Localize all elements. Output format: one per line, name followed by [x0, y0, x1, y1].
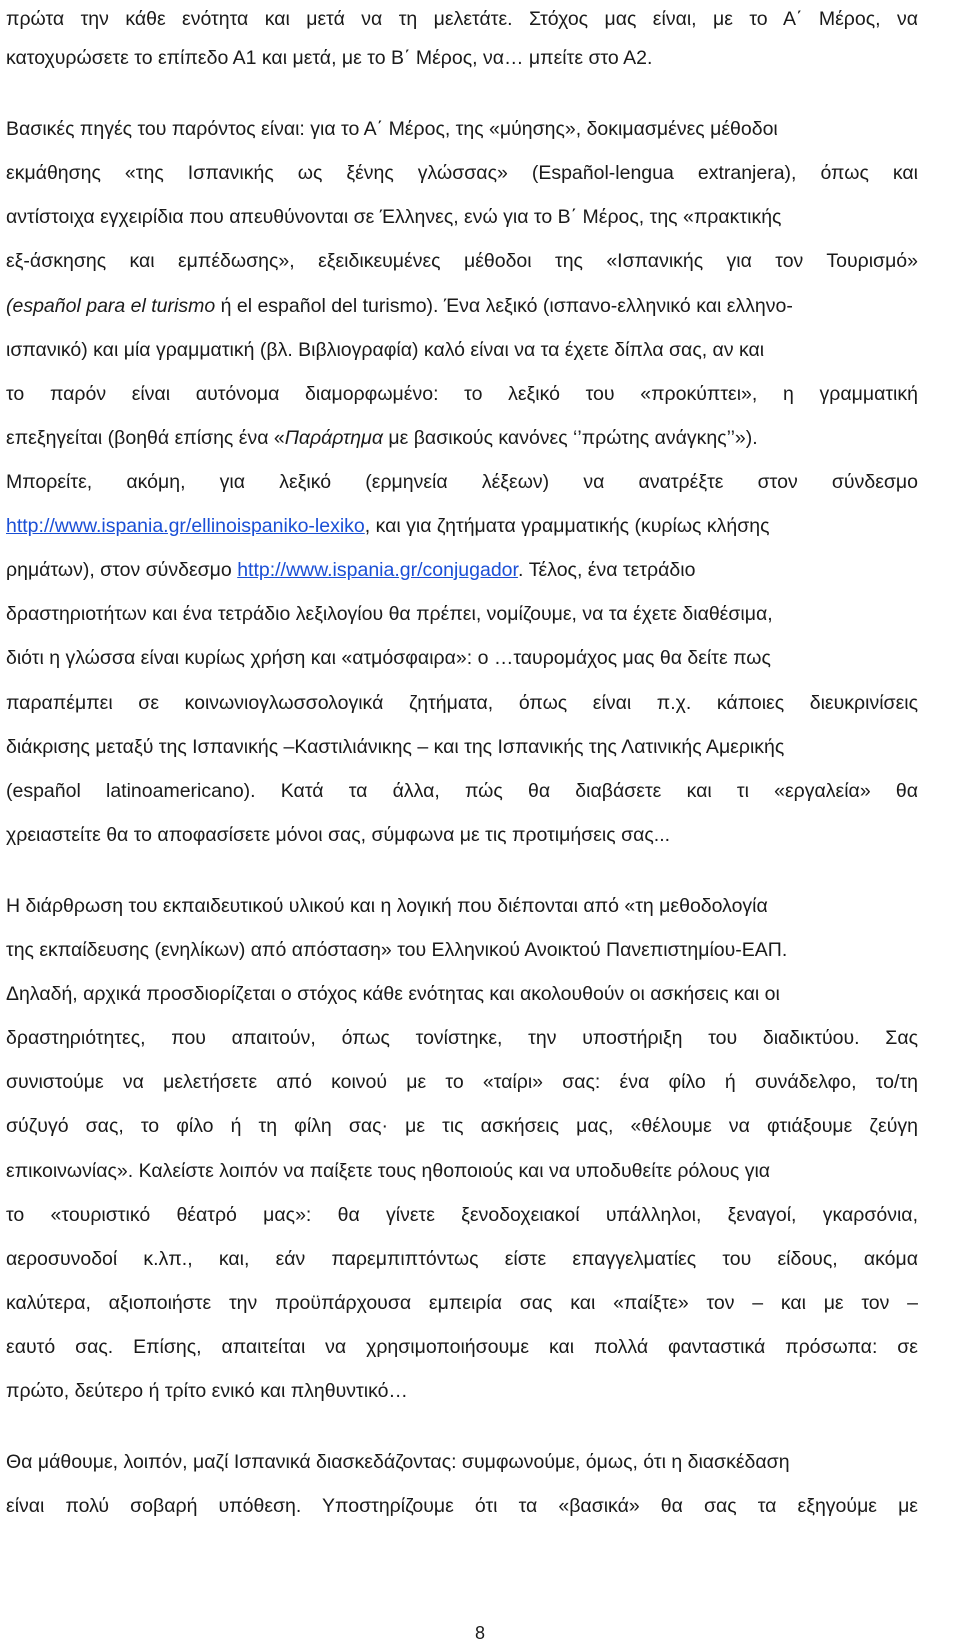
italic-phrase: Παράρτημα	[284, 427, 383, 449]
text-line: ισπανικό) και μία γραμματική (βλ. Βιβλιογραφία) καλό είναι να τα έχετε δίπλα σας, αν και	[6, 339, 765, 361]
text-line: κατοχυρώσετε το επίπεδο Α1 και μετά, με το Β΄ Μέρος, να… μπείτε στο Α2.	[6, 47, 653, 69]
text-line: καλύτερα, αξιοποιήστε την προϋπάρχουσα εμπειρία σας και «παίξτε» τον – και με τον –	[6, 1292, 918, 1314]
text-line: πρώτα την κάθε ενότητα και μετά να τη μελετάτε. Στόχος μας είναι, με το Α΄ Μέρος, να	[6, 8, 918, 30]
text-line: (español latinoamericano). Κατά τα άλλα, πώς θα διαβάσετε και τι «εργαλεία» θα	[6, 780, 918, 802]
text-line: αντίστοιχα εγχειρίδια που απευθύνονται σε Έλληνες, ενώ για το Β΄ Μέρος, της «πρακτικής	[6, 206, 782, 228]
text-line: εκμάθησης «της Ισπανικής ως ξένης γλώσσας» (Español-lengua extranjera), όπως και	[6, 162, 918, 184]
conjugador-link[interactable]: http://www.ispania.gr/conjugador	[237, 559, 518, 581]
text-line: αεροσυνοδοί κ.λπ., και, εάν παρεμπιπτόντως είστε επαγγελματίες του είδους, ακόμα	[6, 1248, 918, 1270]
text-line: επικοινωνίας». Καλείστε λοιπόν να παίξετε τους ηθοποιούς και να υποδυθείτε ρόλους για	[6, 1160, 771, 1182]
text-line: παραπέμπει σε κοινωνιογλωσσολογικά ζητήματα, όπως είναι π.χ. κάποιες διευκρινίσεις	[6, 692, 918, 714]
text-line: διάκρισης μεταξύ της Ισπανικής –Καστιλιάνικης – και της Ισπανικής της Λατινικής Αμερικής	[6, 736, 785, 758]
text-line: το παρόν είναι αυτόνομα διαμορφωμένο: το λεξικό του «προκύπτει», η γραμματική	[6, 383, 918, 405]
lexiko-link[interactable]: http://www.ispania.gr/ellinoispaniko-lexiko	[6, 515, 365, 537]
text-line: είναι πολύ σοβαρή υπόθεση. Υποστηρίζουμε ότι τα «βασικά» θα σας τα εξηγούμε με	[6, 1495, 918, 1517]
text-span: ρημάτων), στον σύνδεσμο	[6, 559, 238, 581]
text-line: Η διάρθρωση του εκπαιδευτικού υλικού και η λογική που διέπονται από «τη μεθοδολογία	[6, 895, 768, 917]
italic-phrase: (español para el turismo	[6, 295, 216, 317]
text-span: επεξηγείται (βοηθά επίσης ένα «	[6, 427, 285, 449]
text-line: το «τουριστικό θέατρό μας»: θα γίνετε ξενοδοχειακοί υπάλληλοι, ξεναγοί, γκαρσόνια,	[6, 1204, 918, 1226]
text-line	[6, 293, 918, 319]
text-line: πρώτο, δεύτερο ή τρίτο ενικό και πληθυντικό…	[6, 1380, 408, 1402]
text-line: δραστηριοτήτων και ένα τετράδιο λεξιλογίου θα πρέπει, νομίζουμε, να τα έχετε διαθέσιμα,	[6, 603, 773, 625]
text-line: διότι η γλώσσα είναι κυρίως χρήση και «ατμόσφαιρα»: ο …ταυρομάχος μας θα δείτε πως	[6, 647, 771, 669]
text-line: Θα μάθουμε, λοιπόν, μαζί Ισπανικά διασκεδάζοντας: συμφωνούμε, όμως, ότι η διασκέδαση	[6, 1451, 790, 1473]
text-line: εξ-άσκησης και εμπέδωσης», εξειδικευμένες μέθοδοι της «Ισπανικής για τον Τουρισμό»	[6, 250, 918, 272]
text-line: συνιστούμε να μελετήσετε από κοινού με το «ταίρι» σας: ένα φίλο ή συνάδελφο, το/τη	[6, 1071, 918, 1093]
text-line: δραστηριότητες, που απαιτούν, όπως τονίστηκε, την υποστήριξη του διαδικτύου. Σας	[6, 1027, 918, 1049]
text-span: ή el español del turismo). Ένα λεξικό (ισπανο-ελληνικό και ελληνο-	[215, 295, 793, 317]
text-line: της εκπαίδευσης (ενηλίκων) από απόσταση» του Ελληνικού Ανοικτού Πανεπιστημίου-ΕΑΠ.	[6, 939, 788, 961]
text-line: Μπορείτε, ακόμη, για λεξικό (ερμηνεία λέξεων) να ανατρέξτε στον σύνδεσμο	[6, 471, 918, 493]
text-line: Βασικές πηγές του παρόντος είναι: για το Α΄ Μέρος, της «μύησης», δοκιμασμένες μέθοδοι	[6, 118, 778, 140]
text-span: . Τέλος, ένα τετράδιο	[517, 559, 696, 581]
text-line: σύζυγό σας, το φίλο ή τη φίλη σας· με τις ασκήσεις μας, «θέλουμε να φτιάξουμε ζεύγη	[6, 1115, 918, 1137]
text-line: χρειαστείτε θα το αποφασίσετε μόνοι σας, σύμφωνα με τις προτιμήσεις σας...	[6, 824, 671, 846]
text-line: Δηλαδή, αρχικά προσδιορίζεται ο στόχος κάθε ενότητας και ακολουθούν οι ασκήσεις και οι	[6, 983, 780, 1005]
text-span: με βασικούς κανόνες ‘’πρώτης ανάγκης’’»).	[382, 427, 758, 449]
text-line	[6, 513, 918, 539]
text-line	[6, 557, 918, 583]
text-span: , και για ζητήματα γραμματικής (κυρίως κλήσης	[364, 515, 770, 537]
text-line	[6, 425, 918, 451]
page-number: 8	[474, 1623, 485, 1643]
text-line: εαυτό σας. Επίσης, απαιτείται να χρησιμοποιήσουμε και πολλά φανταστικά πρόσωπα: σε	[6, 1336, 918, 1358]
